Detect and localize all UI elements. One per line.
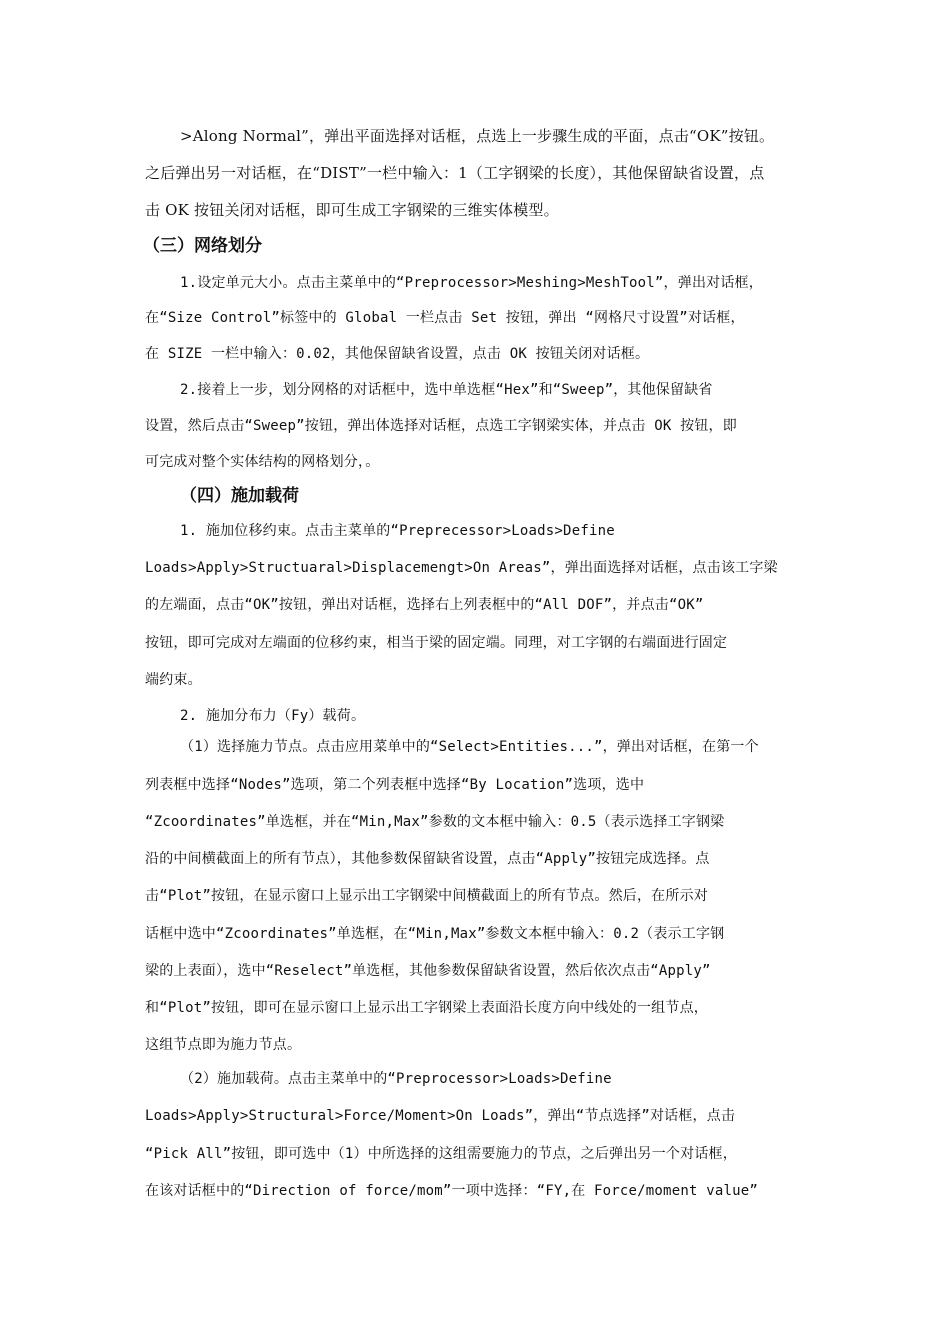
para-line-18: “Zcoordinates”单选框，并在“Min,Max”参数的文本框中输入：0.5（表示选择工字钢梁 <box>145 814 725 830</box>
para-line-16: （1）选择施力节点。点击应用菜单中的“Select>Entities...”，弹出对话框，在第一个 <box>180 739 759 755</box>
section-heading-4: （四）施加载荷 <box>180 486 299 506</box>
para-line-4: 1.设定单元大小。点击主菜单中的“Preprocessor>Meshing>MeshTool”，弹出对话框， <box>180 275 763 291</box>
para-line-27: “Pick All”按钮，即可选中（1）中所选择的这组需要施力的节点，之后弹出另一个对话框， <box>145 1146 737 1162</box>
para-line-22: 梁的上表面），选中“Reselect”单选框，其他参数保留缺省设置，然后依次点击“Apply” <box>145 963 711 979</box>
para-line-23: 和“Plot”按钮，即可在显示窗口上显示出工字钢梁上表面沿长度方向中线处的一组节点， <box>145 1000 708 1016</box>
para-line-17: 列表框中选择“Nodes”选项，第二个列表框中选择“By Location”选项，选中 <box>145 777 645 793</box>
para-line-20: 击“Plot”按钮，在显示窗口上显示出工字钢梁中间横截面上的所有节点。然后，在所示对 <box>145 888 708 904</box>
para-line-14: 端约束。 <box>145 672 202 688</box>
para-line-3: 击 OK 按钮关闭对话框，即可生成工字钢梁的三维实体模型。 <box>145 201 559 219</box>
para-line-26: Loads>Apply>Structural>Force/Moment>On Loads”，弹出“节点选择”对话框，点击 <box>145 1108 736 1124</box>
para-line-28: 在该对话框中的“Direction of force/mom”一项中选择：“FY,在 Force/moment value” <box>145 1183 758 1199</box>
para-line-15: 2. 施加分布力（Fy）载荷。 <box>180 708 366 724</box>
para-line-7: 2.接着上一步，划分网格的对话框中，选中单选框“Hex”和“Sweep”，其他保留缺省 <box>180 382 713 398</box>
para-line-21: 话框中选中“Zcoordinates”单选框，在“Min,Max”参数文本框中输入：0.2（表示工字钢 <box>145 926 725 942</box>
para-line-5: 在“Size Control”标签中的 Global 一栏点击 Set 按钮，弹出 “网格尺寸设置”对话框， <box>145 310 745 326</box>
para-line-11: Loads>Apply>Structuaral>Displacemengt>On Areas”，弹出面选择对话框，点击该工字梁 <box>145 560 778 576</box>
section-heading-3: （三）网络划分 <box>143 236 262 256</box>
para-line-24: 这组节点即为施力节点。 <box>145 1037 302 1053</box>
para-line-2: 之后弹出另一对话框，在“DIST”一栏中输入：1（工字钢梁的长度），其他保留缺省设置，点 <box>145 164 765 182</box>
para-line-6: 在 SIZE 一栏中输入：0.02，其他保留缺省设置，点击 OK 按钮关闭对话框。 <box>145 346 650 362</box>
para-line-12: 的左端面，点击“OK”按钮，弹出对话框，选择右上列表框中的“All DOF”，并点击“OK” <box>145 597 704 613</box>
para-line-9: 可完成对整个实体结构的网格划分，。 <box>145 454 380 470</box>
para-line-13: 按钮，即可完成对左端面的位移约束，相当于梁的固定端。同理，对工字钢的右端面进行固定 <box>145 635 728 651</box>
para-line-1: >Along Normal”，弹出平面选择对话框，点选上一步骤生成的平面，点击“OK”按钮。 <box>180 127 775 145</box>
para-line-8: 设置，然后点击“Sweep”按钮，弹出体选择对话框，点选工字钢梁实体，并点击 OK 按钮，即 <box>145 418 737 434</box>
para-line-19: 沿的中间横截面上的所有节点），其他参数保留缺省设置，点击“Apply”按钮完成选择。点 <box>145 851 710 867</box>
para-line-10: 1. 施加位移约束。点击主菜单的“Preprecessor>Loads>Define <box>180 523 615 539</box>
para-line-25: （2）施加载荷。点击主菜单中的“Preprocessor>Loads>Define <box>180 1071 612 1087</box>
